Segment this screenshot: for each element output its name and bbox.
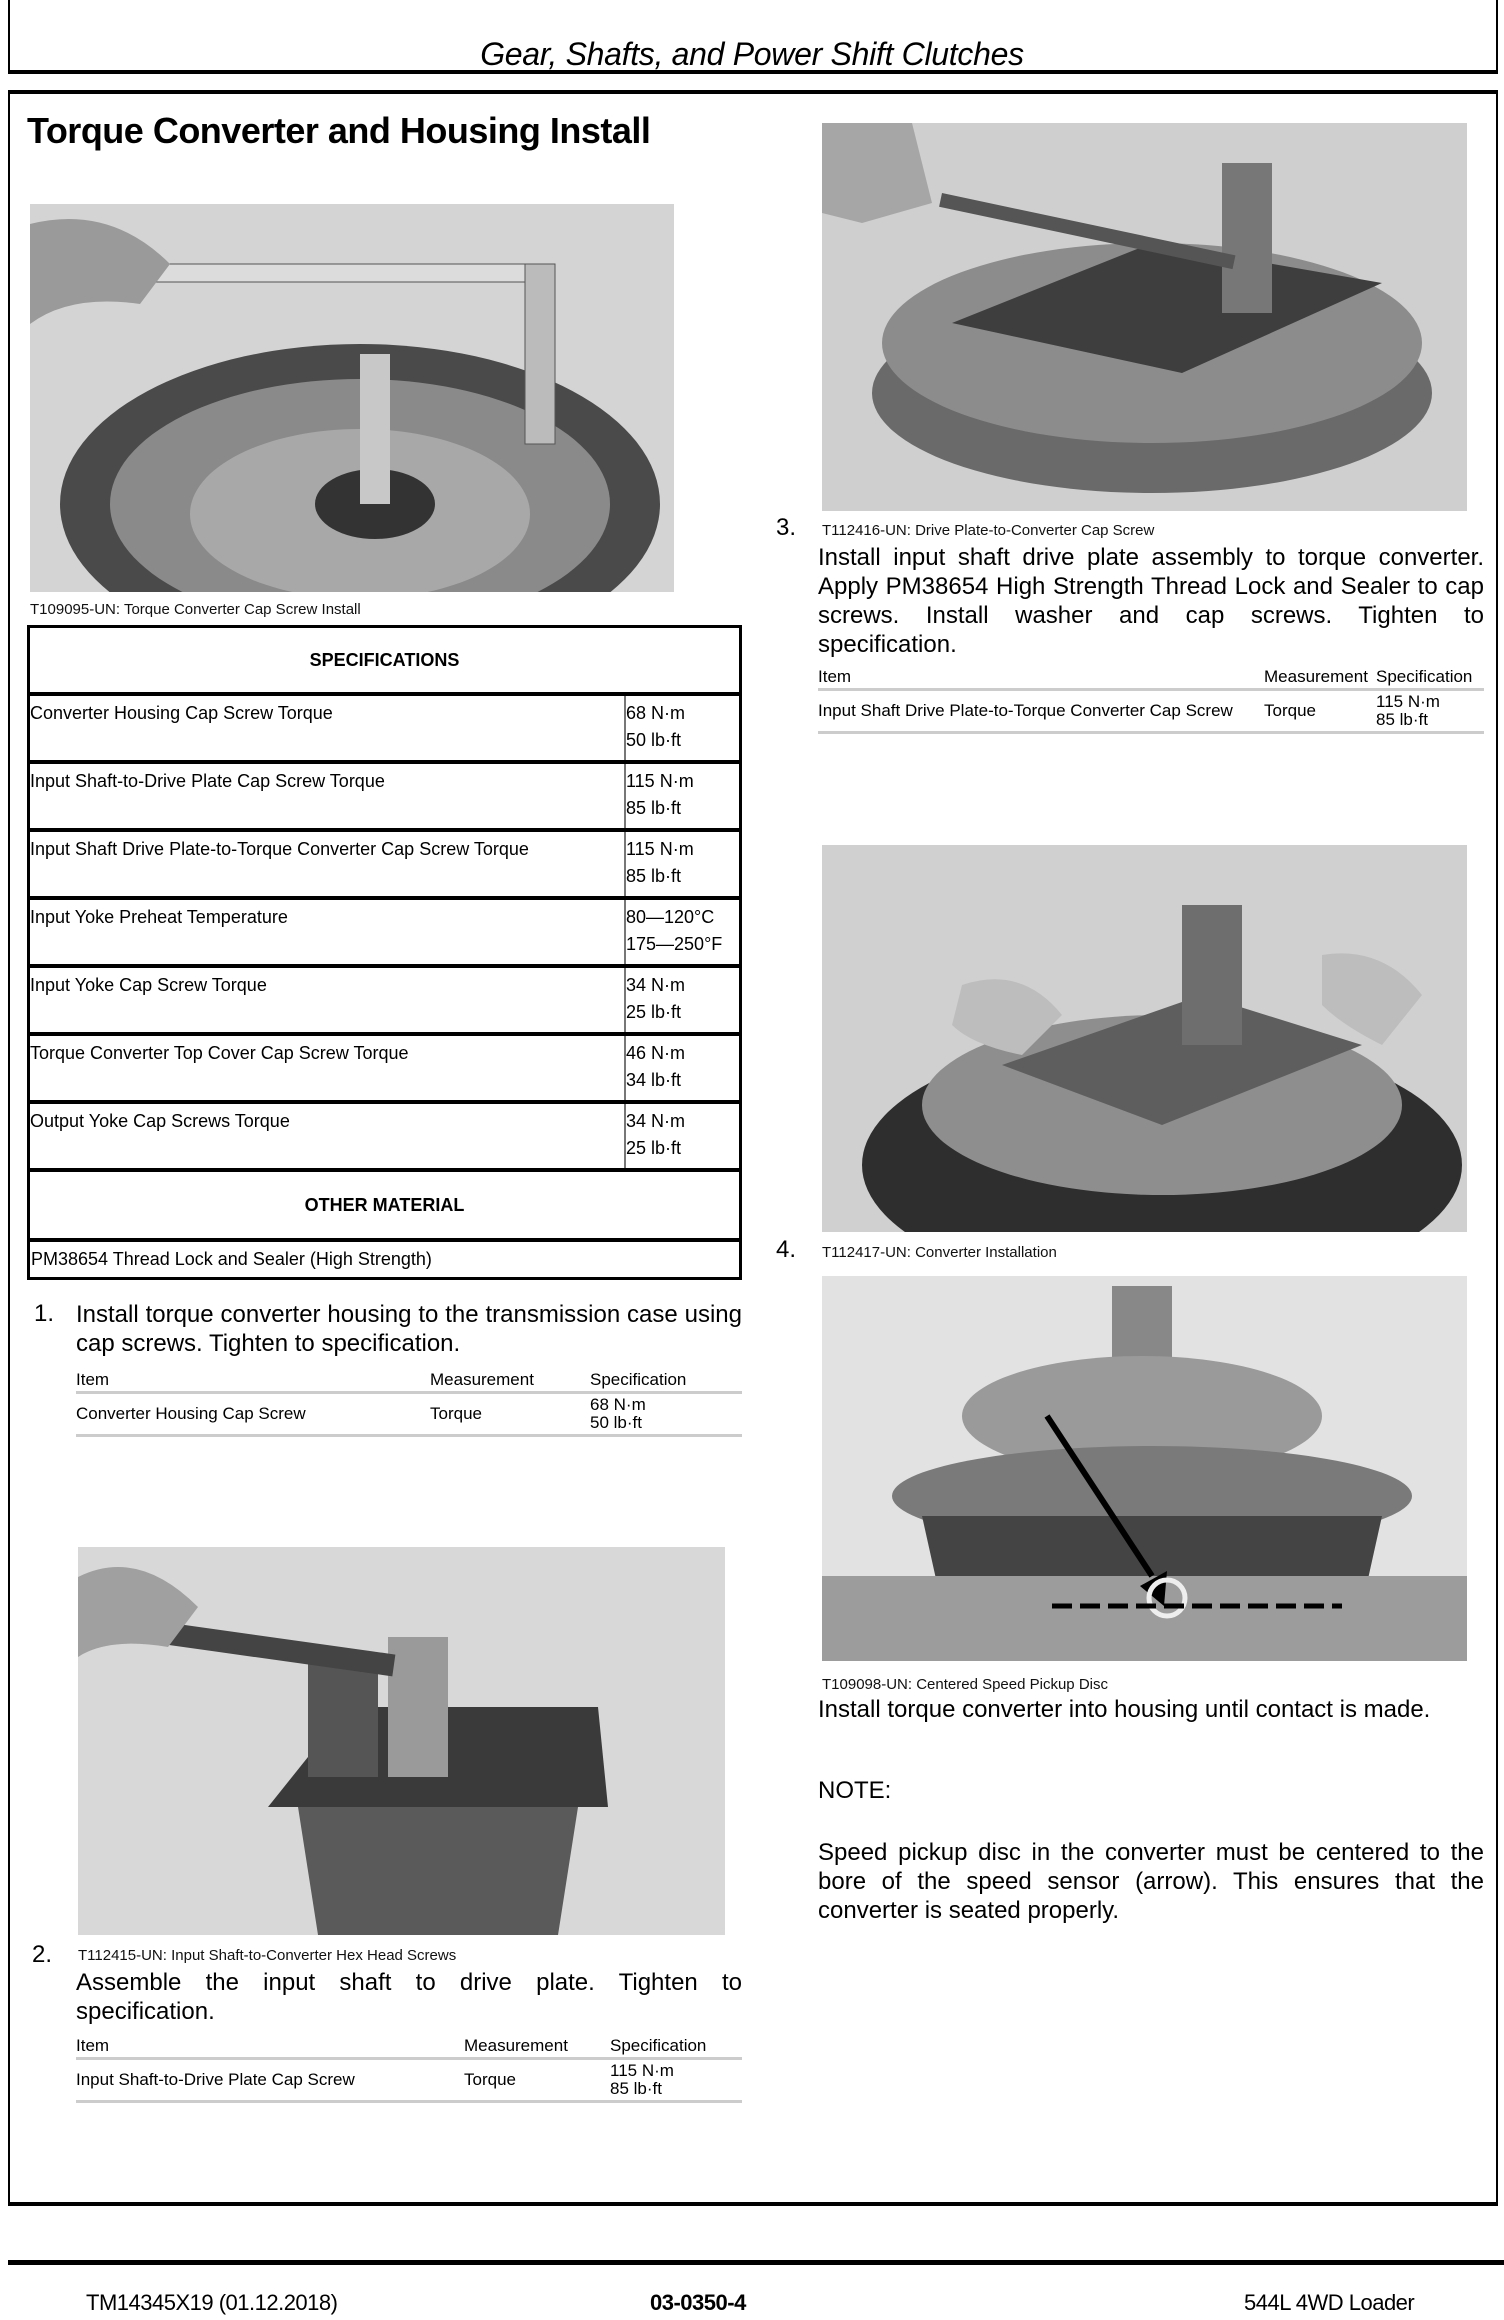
figure-3-caption: T112416-UN: Drive Plate-to-Converter Cap Screw	[822, 522, 1155, 539]
specification-cell: 115 N·m 85 lb·ft	[1376, 690, 1484, 733]
measurement-cell: Torque	[430, 1393, 590, 1436]
col-header-measurement: Measurement	[430, 1369, 590, 1393]
footer-doc-id: TM14345X19 (01.12.2018)	[86, 2290, 338, 2315]
step-1-spec-table	[76, 1369, 742, 1437]
specification-cell: 115 N·m 85 lb·ft	[610, 2059, 742, 2102]
spec-value: 80—120°C 175—250°F	[625, 898, 741, 966]
col-header-measurement: Measurement	[1264, 666, 1376, 690]
spec-value: 34 N·m 25 lb·ft	[625, 966, 741, 1034]
spec-row	[29, 898, 741, 966]
step-4-number: 4.	[776, 1236, 797, 1263]
specifications-heading: SPECIFICATIONS	[29, 627, 741, 695]
drive-plate-converter-photo-icon	[822, 123, 1467, 511]
spec-value: 34 N·m 25 lb·ft	[626, 1111, 686, 1158]
spec-value: 68 N·m 50 lb·ft	[625, 694, 741, 762]
item-cell: Input Shaft Drive Plate-to-Torque Converter Cap Screw	[818, 690, 1264, 733]
table-row	[76, 2059, 742, 2102]
col-header-item: Item	[76, 1369, 430, 1393]
running-header-title: Gear, Shafts, and Power Shift Clutches	[480, 36, 1024, 72]
hands-installing-converter-photo-icon	[822, 845, 1467, 1232]
spec-label: Torque Converter Top Cover Cap Screw Torque	[29, 1034, 626, 1102]
spec-value: 115 N·m 85 lb·ft	[625, 830, 741, 898]
figure-2-caption: T112415-UN: Input Shaft-to-Converter Hex Head Screws	[78, 1947, 457, 1964]
spec-label: Output Yoke Cap Screws Torque	[29, 1102, 626, 1170]
spec-row	[29, 830, 741, 898]
other-material-item: PM38654 Thread Lock and Sealer (High Strength)	[31, 1249, 432, 1269]
figure-5-caption: T109098-UN: Centered Speed Pickup Disc	[822, 1676, 1108, 1693]
drive-plate-in-vise-photo-icon	[78, 1547, 725, 1935]
other-material-heading: OTHER MATERIAL	[29, 1171, 741, 1241]
figure-4-caption: T112417-UN: Converter Installation	[822, 1244, 1057, 1261]
spec-value: 115 N·m 85 lb·ft	[625, 762, 741, 830]
figure-4-photo	[822, 845, 1467, 1232]
step-1-number: 1.	[34, 1300, 55, 1327]
table-row	[76, 1393, 742, 1436]
spec-label: Converter Housing Cap Screw Torque	[29, 694, 626, 762]
col-header-specification: Specification	[610, 2035, 742, 2059]
col-header-measurement: Measurement	[464, 2035, 610, 2059]
note-label: NOTE:	[818, 1777, 892, 1804]
spec-row	[29, 694, 741, 762]
col-header-item: Item	[76, 2035, 464, 2059]
step-2-text: Assemble the input shaft to drive plate. Tighten to specification.	[76, 1969, 742, 2025]
figure-1-photo	[30, 204, 674, 592]
step-2-number: 2.	[32, 1941, 53, 1968]
item-cell: Input Shaft-to-Drive Plate Cap Screw	[76, 2059, 464, 2102]
spec-value: 46 N·m 34 lb·ft	[625, 1034, 741, 1102]
col-header-specification: Specification	[590, 1369, 742, 1393]
page-title: Torque Converter and Housing Install	[27, 110, 651, 151]
note-text: Speed pickup disc in the converter must be centered to the bore of the speed sensor (arrow). This ensures that the converter is seated properly.	[818, 1839, 1484, 1924]
spec-row	[29, 1034, 741, 1102]
step-1-text: Install torque converter housing to the transmission case using cap screws. Tighten to specification.	[76, 1301, 742, 1357]
item-cell: Converter Housing Cap Screw	[76, 1393, 430, 1436]
spec-row	[29, 1102, 741, 1170]
measurement-cell: Torque	[1264, 690, 1376, 733]
figure-3-photo	[822, 123, 1467, 511]
spec-label: Input Shaft Drive Plate-to-Torque Converter Cap Screw Torque	[29, 830, 626, 898]
footer-page-number: 03-0350-4	[650, 2290, 746, 2315]
footer-rule	[8, 2260, 1504, 2265]
table-row	[818, 690, 1484, 733]
spec-label: Input Shaft-to-Drive Plate Cap Screw Torque	[29, 762, 626, 830]
footer-model: 544L 4WD Loader	[1244, 2290, 1415, 2315]
step-4-text: Install torque converter into housing until contact is made.	[818, 1696, 1431, 1723]
converter-housing-arrow-photo-icon	[822, 1276, 1467, 1661]
specifications-table	[27, 625, 742, 1171]
specification-cell: 68 N·m 50 lb·ft	[590, 1393, 742, 1436]
spec-row	[29, 966, 741, 1034]
figure-1-caption: T109095-UN: Torque Converter Cap Screw Install	[30, 601, 361, 618]
col-header-specification: Specification	[1376, 666, 1484, 690]
step-3-text: Install input shaft drive plate assembly to torque converter. Apply PM38654 High Strength Thread Lock and Sealer to cap screws. Install washer and cap screws. Tighten to specification.	[818, 544, 1484, 658]
step-3-number: 3.	[776, 514, 797, 541]
step-3-spec-table	[818, 666, 1484, 734]
figure-5-photo	[822, 1276, 1467, 1661]
col-header-item: Item	[818, 666, 1264, 690]
step-2-spec-table	[76, 2035, 742, 2103]
spec-label: Input Yoke Cap Screw Torque	[29, 966, 626, 1034]
spec-label: Input Yoke Preheat Temperature	[29, 898, 626, 966]
spec-row	[29, 762, 741, 830]
other-material-table	[27, 1169, 742, 1280]
figure-2-photo	[78, 1547, 725, 1935]
torque-wrench-photo-icon	[30, 204, 674, 592]
measurement-cell: Torque	[464, 2059, 610, 2102]
